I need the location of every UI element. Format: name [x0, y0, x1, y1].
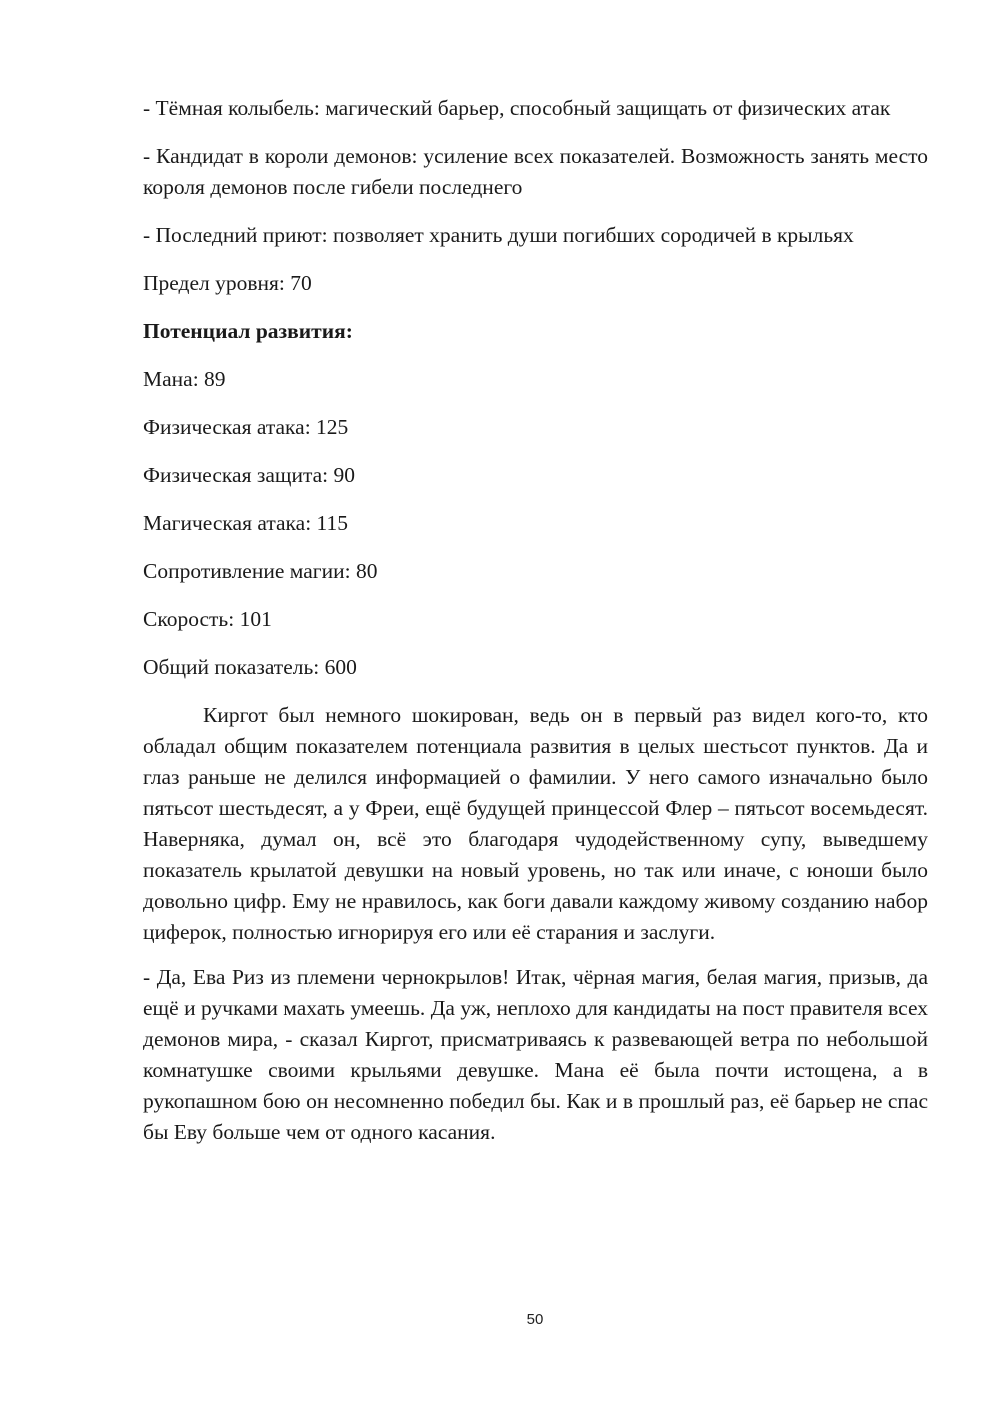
- ability-demon-king-candidate: - Кандидат в короли демонов: усиление всех показателей. Возможность занять место короля демонов после гибели последнего: [143, 144, 928, 199]
- stat-mana: Мана: 89: [143, 367, 226, 391]
- stats-list: [143, 364, 928, 683]
- dialogue-paragraph: - Да, Ева Риз из племени чернокрылов! Итак, чёрная магия, белая магия, призыв, да ещё и ручками махать умеешь. Да уж, неплохо для кандидаты на пост правителя всех демонов мира, - сказал Киргот, присматриваясь к развевающей ветра по небольшой комнатушке своими крыльями девушке. Мана её была почти истощена, а в рукопашном бою он несомненно победил бы. Как и в прошлый раз, её барьер не спас бы Еву больше чем от одного касания.: [143, 965, 928, 1144]
- stat-physical-defense: Физическая защита: 90: [143, 463, 355, 487]
- stat-magic-attack: Магическая атака: 115: [143, 511, 348, 535]
- abilities-list: [143, 93, 928, 251]
- stat-physical-attack: Физическая атака: 125: [143, 415, 349, 439]
- story-paragraph: Киргот был немного шокирован, ведь он в первый раз видел кого-то, кто обладал общим показателем потенциала развития в целых шестьсот пунктов. Да и глаз раньше не делился информацией о фамилии. У него самого изначально было пятьсот шестьдесят, а у Фреи, ещё будущей принцессой Флер – пятьсот восемьдесят. Наверняка, думал он, всё это благодаря чудодейственному супу, выведшему показатель крылатой девушки на новый уровень, но так или иначе, с юноши было довольно цифр. Ему не нравилось, как боги давали каждому живому созданию набор циферок, полностью игнорируя его или её старания и заслуги.: [143, 703, 928, 944]
- stat-total: Общий показатель: 600: [143, 655, 357, 679]
- stat-speed: Скорость: 101: [143, 607, 272, 631]
- ability-dark-cradle: - Тёмная колыбель: магический барьер, способный защищать от физических атак: [143, 96, 891, 120]
- page-body: [143, 93, 928, 1148]
- page-number: 50: [526, 1311, 544, 1328]
- stat-magic-resistance: Сопротивление магии: 80: [143, 559, 378, 583]
- level-limit: Предел уровня: 70: [143, 271, 312, 295]
- potential-heading: Потенциал развития:: [143, 319, 353, 343]
- ability-last-refuge: - Последний приют: позволяет хранить души погибших сородичей в крыльях: [143, 223, 854, 247]
